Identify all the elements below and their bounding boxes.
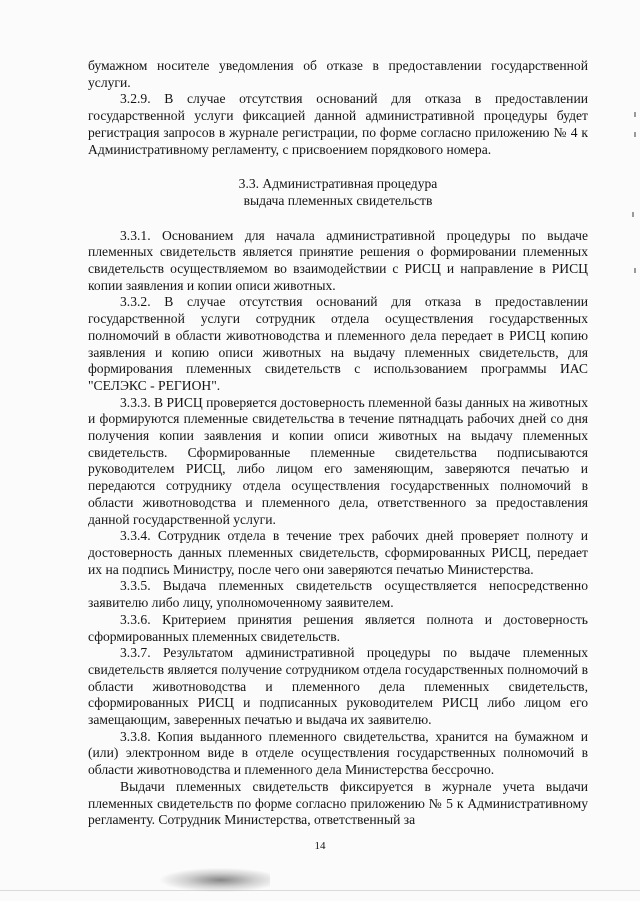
paragraph: 3.3.8. Копия выданного племенного свидетельства, хранится на бумажном и (или) электронном виде в отделе осуществления государственных полномочий в области животноводства и племенного дела Министерства бессрочно.	[88, 728, 588, 778]
paragraph: 3.3.4. Сотрудник отдела в течение трех рабочих дней проверяет полноту и достоверность данных племенных свидетельств, сформированных РИСЦ, передает их на подпись Министру, после чего они заверяются печатью Министерства.	[88, 528, 588, 577]
paragraph: 3.3.2. В случае отсутствия оснований для отказа в предоставлении государственной услуги сотрудник отдела осуществления государственных полномочий в области животноводства и племенного дела передает в РИСЦ копию заявления и копию описи животных на выдачу племенных свидетельств, для формирования племенных свидетельств с использованием программы ИАС "СЕЛЭКС - РЕГИОН".	[88, 294, 588, 393]
page-number: 14	[314, 840, 326, 852]
section-heading: 3.3. Административная процедура	[238, 176, 438, 192]
scan-smudge	[160, 868, 270, 892]
paragraph: бумажном носителе уведомления об отказе в предоставлении государственной услуги.	[88, 58, 588, 90]
spacer	[88, 158, 588, 176]
paragraph: 3.3.7. Результатом административной процедуры по выдаче племенных свидетельств является получение сотрудником отдела государственных полномочий в области животноводства и племенного дела племенных свидетельств, сформированных РИСЦ и подписанных руководителем РИСЦ либо лицом его замещающим, заверенных печатью и выдача их заявителю.	[88, 645, 588, 728]
paragraph: 3.3.3. В РИСЦ проверяется достоверность племенной базы данных на животных и формируются племенные свидетельства в течение пятнадцать рабочих дней со дня получения копии заявления и копии описи животных на выдачу племенных свидетельств. Сформированные племенные свидетельства подписываются руководителем РИСЦ, либо лицом его заменяющим, заверяются печатью и передаются сотруднику отдела осуществления государственных полномочий в области животноводства и племенного дела, ответственного за предоставления данной государственной услуги.	[88, 394, 588, 527]
paragraph: 3.2.9. В случае отсутствия оснований для отказа в предоставлении государственной услуги фиксацией данной административной процедуры будет регистрация запросов в журнале регистрации, по форме согласно приложению № 4 к Административному регламенту, с присвоением порядкового номера.	[88, 91, 588, 157]
scan-edge-mark	[634, 112, 636, 117]
paragraph: 3.3.1. Основанием для начала административной процедуры по выдаче племенных свидетельств является принятие решения о формировании племенных свидетельств осуществляемом во взаимодействии с РИСЦ и направление в РИСЦ копии заявления и копии описи животных.	[88, 227, 588, 293]
paragraph: 3.3.5. Выдача племенных свидетельств осуществляется непосредственно заявителю либо лицу, уполномоченному заявителем.	[88, 578, 588, 611]
section-heading: выдача племенных свидетельств	[243, 192, 433, 208]
paragraph: 3.3.6. Критерием принятия решения является полнота и достоверность сформированных племенных свидетельств.	[88, 611, 588, 644]
scan-edge-line	[0, 890, 640, 891]
document-body	[88, 58, 588, 829]
paragraph: Выдачи племенных свидетельств фиксируется в журнале учета выдачи племенных свидетельств по форме согласно приложению № 5 к Административному регламенту. Сотрудник Министерства, ответственный за	[88, 778, 588, 828]
scan-edge-mark	[632, 212, 634, 217]
spacer	[88, 210, 588, 228]
scan-edge-mark	[634, 268, 636, 273]
scan-edge-mark	[634, 132, 636, 137]
